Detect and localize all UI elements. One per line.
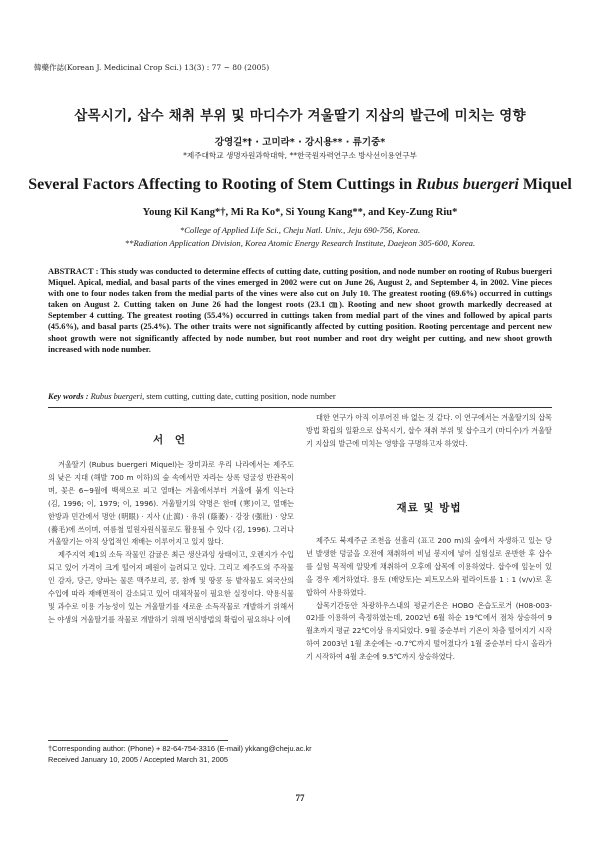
intro-paragraph-2: 제주지역 제1의 소득 작물인 감귤은 최근 생산과잉 상태이고, 오렌지가 수입되고 있어 가격이 크게 떨어져 폐원이 늘려되고 있다. 그리고 제주도의 주작물인 감자, 당근, 양파는 물론 맥주보리, 콩, 참깨 및 땅콩 등 밭작물도 외국산의 수입에 따라 재배면적이 감소되고 있어 대체작물이 필요한 실정이다. 약용식물 및 과수로 이용 가능성이 있는 겨울딸기를 새로운 소득작물로 개발하기 위해서는 야생의 겨울딸기를 작물로 개발하기 위해 번식방법의 확립이 필요하나 이에 [48, 550, 294, 624]
intro-continued-paragraph: 대한 연구가 아직 이루어진 바 없는 것 같다. 이 연구에서는 겨울딸기의 삽목방법 확립의 일환으로 삽목시기, 삽수 채취 부위 및 삽수크기 (마디수)가 겨울딸기 지삽의 발근에 미치는 영향을 구명하고자 하였다. [306, 413, 552, 448]
journal-header: 韓藥作誌(Korean J. Medicinal Crop Sci.) 13(3) : 77 ~ 80 (2005) [34, 63, 270, 72]
introduction-column [48, 459, 294, 627]
keywords-species: Rubus buergeri [90, 392, 143, 401]
english-affiliation-2: **Radiation Application Division, Korea Atomic Energy Research Institute, Daejeon 305-600, Korea. [124, 238, 476, 248]
korean-authors: 강영길*† · 고미라* · 강시용** · 류기중* [214, 137, 386, 148]
korean-title: 삽목시기, 삽수 채취 부위 및 마디수가 겨울딸기 지삽의 발근에 미치는 영향 [74, 108, 526, 124]
introduction-heading: 서 언 [153, 434, 189, 446]
english-title-part1: Several Factors Affecting to Rooting of Stem Cuttings in [28, 176, 417, 193]
english-title [0, 176, 600, 194]
methods-column [306, 535, 552, 664]
footnote-divider [48, 740, 228, 741]
english-affiliation-1: *College of Applied Life Sci., Cheju Natl. Univ., Jeju 690-756, Korea. [179, 225, 421, 235]
corresponding-author-note: †Corresponding author: (Phone) + 82-64-754-3316 (E-mail) ykkang@cheju.ac.kr [48, 744, 312, 753]
korean-affiliations: *제주대학교 생명자원과학대학, **한국원자력연구소 방사선이용연구부 [183, 151, 417, 160]
keywords-label: Key words : [48, 392, 89, 401]
english-title-part2: Miquel [518, 176, 572, 193]
english-authors: Young Kil Kang*†, Mi Ra Ko*, Si Young Kang**, and Key-Zung Riu* [142, 207, 458, 218]
methods-paragraph-2: 삽목기간동안 차광하우스내의 평균기온은 HOBO 온습도로거 (H08-003-02)를 이용하여 측정하였는데, 2002년 6월 하순 19℃에서 점차 상승하여 9월초까지 평균 22℃이상 유지되었다. 9월 중순부터 기온이 차츰 떨어지기 시작하여 2003년 1월 초순에는 -0.7℃까지 떨어졌다가 1월 중순부터 다시 올라가기 시작하여 4월 초순에 9.5℃까지 상승하였다. [306, 600, 552, 662]
keywords-list: , stem cutting, cutting date, cutting position, node number [142, 392, 336, 401]
methods-heading: 재료 및 방법 [396, 502, 462, 514]
received-accepted-note: Received January 10, 2005 / Accepted March 31, 2005 [48, 754, 228, 764]
keywords [48, 391, 552, 402]
page-number: 77 [295, 793, 305, 803]
intro-paragraph-1: 겨울딸기 (Rubus buergeri Miquel)는 장미과로 우리 나라에서는 제주도의 낮은 지대 (해발 700 m 이하)의 숲 속에서만 자라는 상록 덩굴성 반관목이며, 꽃은 6~9월에 백색으로 피고 열매는 겨울에서부터 겨울에 붉게 익는다 (김, 1996; 이, 1979; 이, 1996). 겨울딸기의 약명은 한매 (寒)이고, 열매는 한방과 민간에서 명안 (明眼) · 지사 (止瀉) · 유위 (蔭萎) · 강장 (强壯) · 양모 (養毛)에 쓰이며, 여름철 밑원자원식물로도 활용될 수 있다 (김, 1996). 그러나 겨울딸기는 아직 상업적인 재배는 이루어지고 있지 않다. [48, 460, 294, 547]
footnotes [48, 744, 552, 765]
methods-paragraph-1: 제주도 북제주군 조천읍 선흘리 (표고 200 m)의 숲에서 자생하고 있는 당년 발생한 덩굴을 오전에 채취하여 비닐 봉지에 넣어 실험실로 운반한 후 삽수를 실험 목적에 알맞게 채취하여 오후에 삽목에 이용하였다. 삽수에 잎눈이 있을 경우 제거하였다. 용토 (배양토)는 피트모스와 펄라이트를 1 : 1 (v/v)로 혼합하여 사용하였다. [306, 536, 552, 597]
abstract: ABSTRACT : This study was conducted to determine effects of cutting date, cutting position, and node number on rooting of Rubus buergeri Miquel. Apical, medial, and basal parts of the vines emerged in 2002 were cut on June 26, August 2, and September 4, in 2002. Vine pieces with one to four nodes taken from the medial parts of the vines were also cut on July 10. The greatest rooting (69.6%) occurred in cuttings taken on August 2. Cutting taken on June 26 had the longest roots (23.1 ㎝). Rooting and new shoot growth markedly decreased at September 4 cutting. The greatest rooting (55.4%) occurred in cuttings taken from medial part of the vines and followed by apical parts (45.6%), and basal parts (25.4%). The other traits were not significantly affected by cutting position. Rooting percentage and percent new shoot growth were not significantly affected by node number, but root number and root dry weight per cutting, and new shoot growth increased with node number. [48, 267, 552, 354]
abstract-divider [48, 407, 552, 408]
intro-continued-column [306, 412, 552, 451]
english-title-species: Rubus buergeri [416, 176, 519, 193]
